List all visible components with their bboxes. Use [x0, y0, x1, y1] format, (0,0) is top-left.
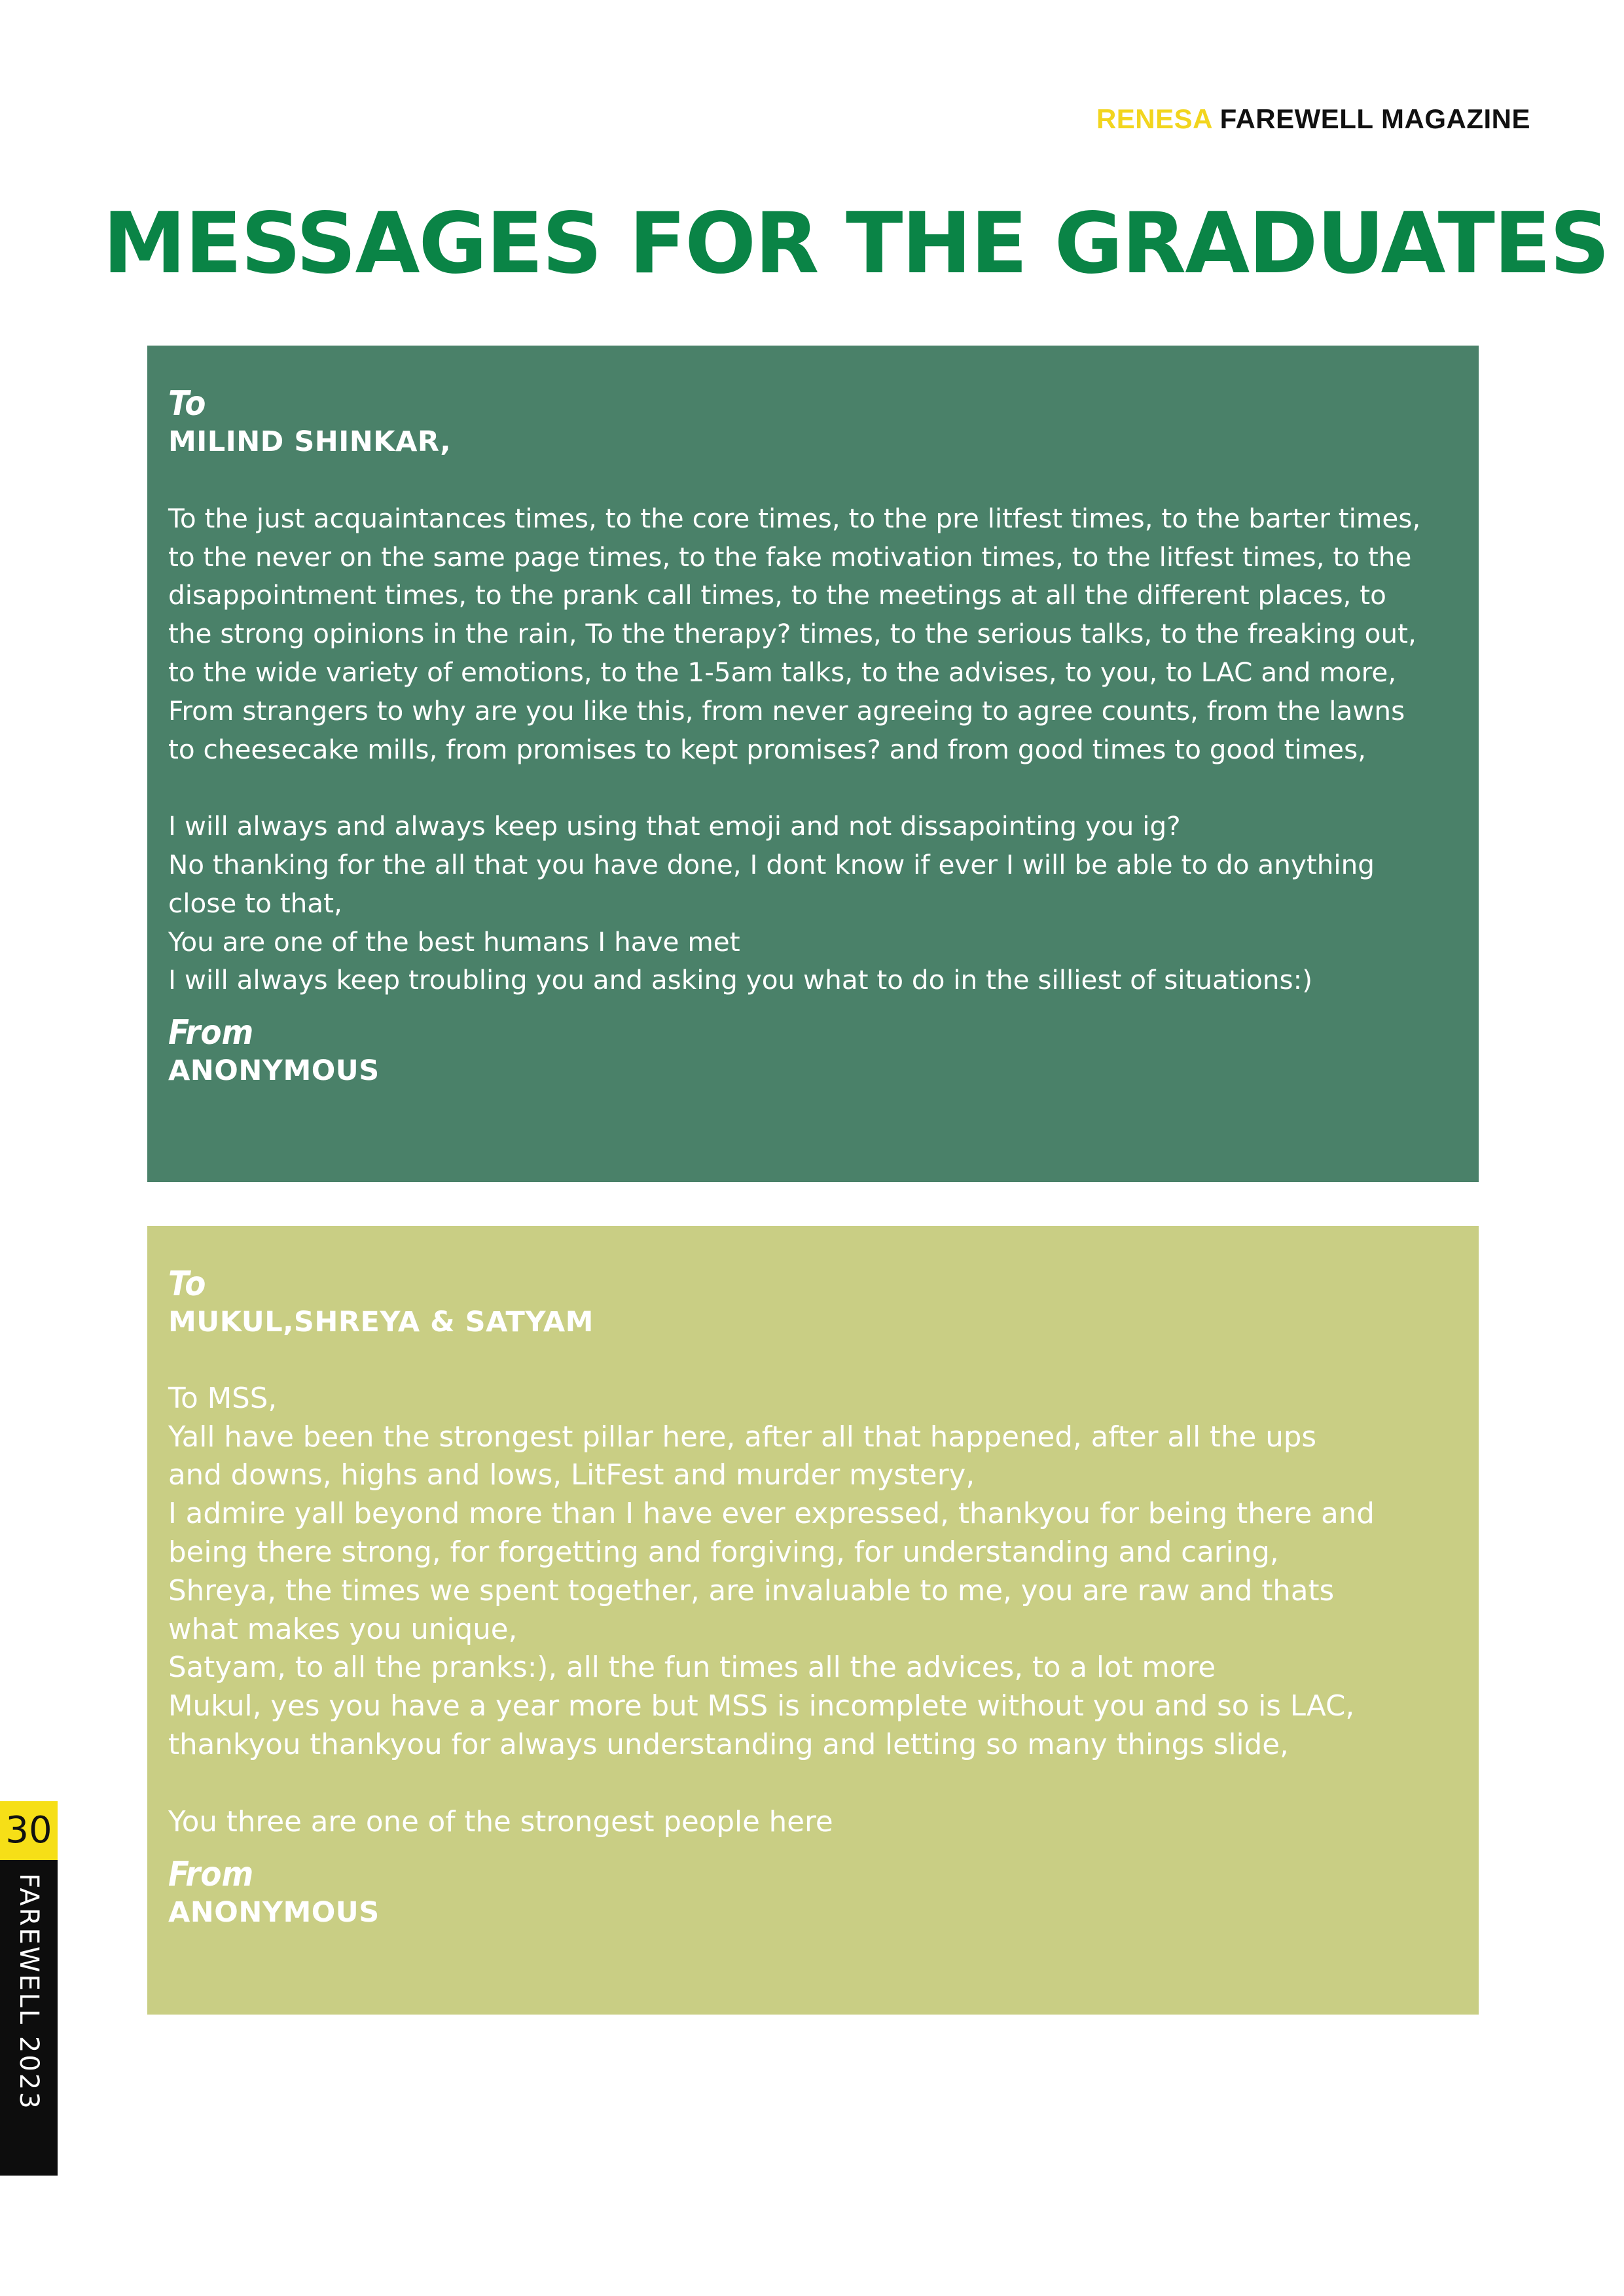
message-line: the strong opinions in the rain, To the therapy? times, to the serious talks, to the freaking out,: [168, 618, 1416, 650]
message-line: Yall have been the strongest pillar here, after all that happened, after all the ups: [168, 1420, 1317, 1454]
message-line: Satyam, to all the pranks:), all the fun times all the advices, to a lot more: [168, 1651, 1216, 1685]
message-line: I admire yall beyond more than I have ever expressed, thankyou for being there and: [168, 1498, 1375, 1531]
side-bar: [0, 1860, 58, 2176]
message-line: to the never on the same page times, to the fake motivation times, to the litfest times, to the: [168, 541, 1412, 573]
sender-name: ANONYMOUS: [168, 1896, 380, 1929]
message-line: No thanking for the all that you have done, I dont know if ever I will be able to do anything: [168, 848, 1375, 880]
message-line: close to that,: [168, 887, 342, 919]
message-card-milind: [147, 346, 1479, 1182]
message-line: what makes you unique,: [168, 1613, 518, 1646]
message-line: You are one of the best humans I have met: [168, 925, 740, 958]
recipient-name: MUKUL,SHREYA & SATYAM: [168, 1306, 594, 1338]
message-line: Mukul, yes you have a year more but MSS is incomplete without you and so is LAC,: [168, 1690, 1355, 1723]
message-card-mss: [147, 1226, 1479, 2015]
message-line: to cheesecake mills, from promises to kept promises? and from good times to good times,: [168, 733, 1367, 765]
message-line: I will always keep troubling you and asking you what to do in the silliest of situations:): [168, 964, 1313, 996]
message-line: Shreya, the times we spent together, are invaluable to me, you are raw and thats: [168, 1574, 1335, 1607]
message-line: You three are one of the strongest people here: [168, 1805, 833, 1839]
from-label: From: [168, 1013, 254, 1053]
message-line: To MSS,: [168, 1382, 278, 1415]
magazine-header: [1096, 103, 1530, 135]
side-label: FAREWELL 2023: [14, 1873, 44, 2111]
header-brand: RENESA: [1096, 103, 1212, 134]
message-line: thankyou thankyou for always understanding and letting so many things slide,: [168, 1728, 1289, 1761]
from-label: From: [168, 1855, 254, 1895]
message-line: disappointment times, to the prank call times, to the meetings at all the different places, to: [168, 579, 1386, 611]
message-line: to the wide variety of emotions, to the 1-5am talks, to the advises, to you, to LAC and more,: [168, 656, 1397, 688]
page-title: MESSAGES FOR THE GRADUATES: [103, 195, 1609, 293]
recipient-name: MILIND SHINKAR,: [168, 425, 452, 458]
message-line: I will always and always keep using that emoji and not dissapointing you ig?: [168, 810, 1181, 842]
message-line: and downs, highs and lows, LitFest and murder mystery,: [168, 1459, 975, 1492]
to-label: To: [168, 1265, 206, 1304]
header-magazine-title: FAREWELL MAGAZINE: [1219, 103, 1530, 134]
message-line: being there strong, for forgetting and forgiving, for understanding and caring,: [168, 1535, 1279, 1569]
sender-name: ANONYMOUS: [168, 1054, 380, 1088]
to-label: To: [168, 384, 206, 423]
page-number: 30: [0, 1801, 58, 1860]
message-line: To the just acquaintances times, to the core times, to the pre litfest times, to the barter times,: [168, 502, 1421, 534]
message-line: From strangers to why are you like this, from never agreeing to agree counts, from the lawns: [168, 694, 1405, 726]
